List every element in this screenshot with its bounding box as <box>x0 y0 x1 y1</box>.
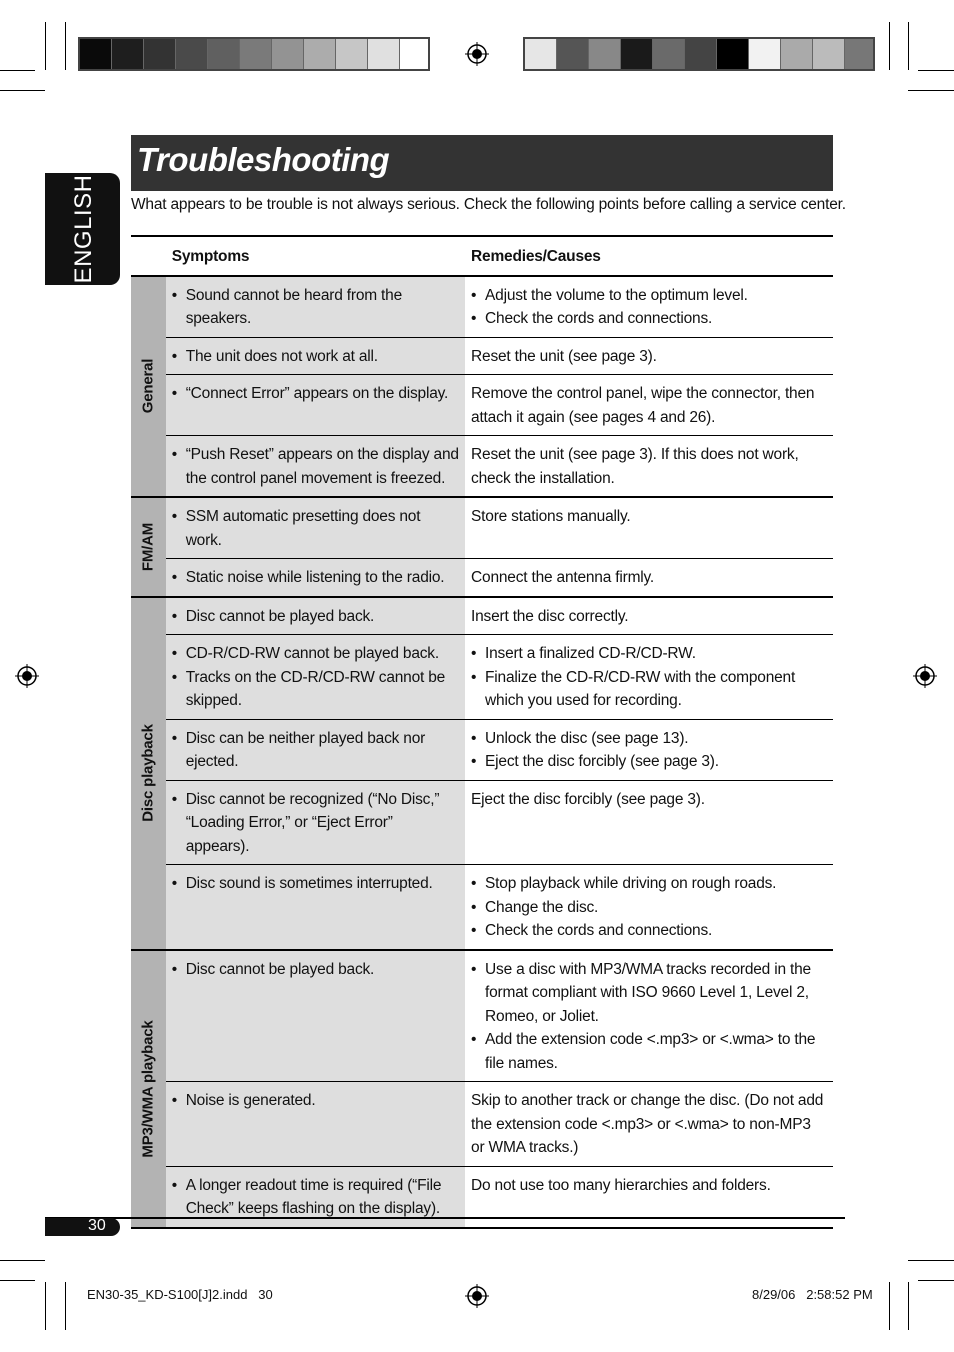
crop-mark <box>0 1280 35 1281</box>
remedy-item: • Add the extension code <.mp3> or <.wma> to the file names. <box>485 1028 827 1075</box>
remedy-text: Do not use too many hierarchies and folders. <box>471 1176 771 1194</box>
remedy-text: Skip to another track or change the disc. (Do not add the extension code <.mp3> or <.wma> to non-MP3 or WMA tracks.) <box>471 1092 824 1156</box>
registration-mark-icon <box>15 664 39 688</box>
category-label: Disc playback <box>139 724 157 822</box>
symptom-item: • Static noise while listening to the radio. <box>186 566 459 590</box>
remedy-item: • Insert a finalized CD-R/CD-RW. <box>485 642 827 666</box>
registration-mark-icon <box>465 42 489 66</box>
remedy-item: • Unlock the disc (see page 13). <box>485 727 827 751</box>
symptom-list <box>172 1089 459 1113</box>
crop-mark <box>45 1282 46 1330</box>
symptom-list <box>172 872 459 896</box>
crop-mark <box>908 22 909 70</box>
symptom-list <box>172 958 459 982</box>
crop-mark <box>0 90 45 91</box>
symptom-item: • Disc cannot be played back. <box>186 605 459 629</box>
remedy-list <box>471 872 827 943</box>
symptom-cell <box>166 276 465 338</box>
category-header-cell <box>131 236 166 276</box>
symptom-list <box>172 443 459 490</box>
remedy-text: Reset the unit (see page 3). <box>471 347 657 365</box>
intro-text: What appears to be trouble is not always serious. Check the following points before calling a service center. <box>131 196 846 213</box>
remedy-cell <box>465 436 833 498</box>
remedy-item: • Change the disc. <box>485 896 827 920</box>
language-label: ENGLISH <box>70 174 97 284</box>
symptom-cell <box>166 375 465 436</box>
remedy-list <box>471 727 827 774</box>
symptom-item: • Disc can be neither played back nor ejected. <box>186 727 459 774</box>
symptom-item: • A longer readout time is required (“File Check” keeps flashing on the display). <box>186 1174 459 1221</box>
remedy-item: • Adjust the volume to the optimum level. <box>485 284 827 308</box>
symptom-list <box>172 788 459 859</box>
category-cell <box>131 597 166 950</box>
color-bar-left <box>78 37 430 71</box>
symptom-item: • “Connect Error” appears on the display. <box>186 382 459 406</box>
table-row <box>131 559 833 597</box>
crop-mark <box>0 70 35 71</box>
page-number: 30 <box>88 1217 106 1234</box>
symptom-list <box>172 505 459 552</box>
page-title: Troubleshooting <box>137 141 390 178</box>
symptom-list <box>172 642 459 713</box>
category-label: MP3/WMA playback <box>139 1019 157 1158</box>
table-row <box>131 719 833 780</box>
remedy-item: • Use a disc with MP3/WMA tracks recorded in the format compliant with ISO 9660 Level 1, Level 2, Romeo, or Joliet. <box>485 958 827 1029</box>
color-bar-right <box>523 37 875 71</box>
remedy-list <box>471 284 827 331</box>
crop-mark <box>889 1282 890 1330</box>
remedy-cell <box>465 865 833 950</box>
remedy-cell <box>465 276 833 338</box>
symptom-list <box>172 345 459 369</box>
remedy-cell <box>465 337 833 375</box>
remedy-cell <box>465 719 833 780</box>
symptom-item: • CD-R/CD-RW cannot be played back. <box>186 642 459 666</box>
symptom-cell <box>166 559 465 597</box>
category-label: FM/AM <box>139 522 157 571</box>
title-bar <box>131 135 833 191</box>
remedy-cell <box>465 950 833 1082</box>
category-cell <box>131 950 166 1228</box>
remedy-text: Eject the disc forcibly (see page 3). <box>471 790 705 808</box>
symptom-cell <box>166 497 465 559</box>
symptom-list <box>172 605 459 629</box>
crop-mark <box>918 70 954 71</box>
page-number-tab <box>45 1218 120 1236</box>
symptom-cell <box>166 719 465 780</box>
symptom-cell <box>166 597 465 635</box>
table-row <box>131 497 833 559</box>
troubleshooting-table <box>131 235 833 1229</box>
crop-mark <box>889 22 890 70</box>
remedy-cell <box>465 1082 833 1167</box>
symptom-cell <box>166 865 465 950</box>
remedy-item: • Eject the disc forcibly (see page 3). <box>485 750 827 774</box>
remedy-cell <box>465 559 833 597</box>
symptom-item: • Sound cannot be heard from the speakers. <box>186 284 459 331</box>
crop-mark <box>65 1282 66 1330</box>
remedy-cell <box>465 597 833 635</box>
slug-date: 8/29/06 2:58:52 PM <box>752 1287 873 1302</box>
remedy-text: Insert the disc correctly. <box>471 607 629 625</box>
crop-mark <box>0 1260 45 1261</box>
symptom-list <box>172 382 459 406</box>
crop-mark <box>65 22 66 70</box>
remedy-text: Store stations manually. <box>471 508 631 525</box>
remedy-cell <box>465 375 833 436</box>
table-row <box>131 780 833 865</box>
symptom-cell <box>166 337 465 375</box>
symptoms-header: Symptoms <box>166 236 465 276</box>
table-row <box>131 375 833 436</box>
symptom-item: • SSM automatic presetting does not work. <box>186 505 459 552</box>
remedy-cell <box>465 497 833 559</box>
table-row <box>131 950 833 1082</box>
symptom-list <box>172 566 459 590</box>
symptom-cell <box>166 1082 465 1167</box>
symptom-item: • Disc sound is sometimes interrupted. <box>186 872 459 896</box>
symptom-item: • Noise is generated. <box>186 1089 459 1113</box>
slug-file: EN30-35_KD-S100[J]2.indd 30 <box>87 1287 273 1302</box>
category-cell <box>131 276 166 498</box>
symptom-item: • Disc cannot be played back. <box>186 958 459 982</box>
crop-mark <box>45 22 46 70</box>
symptom-cell <box>166 780 465 865</box>
remedy-cell <box>465 635 833 720</box>
table-row <box>131 436 833 498</box>
remedy-item: • Finalize the CD-R/CD-RW with the component which you used for recording. <box>485 666 827 713</box>
registration-mark-icon <box>913 664 937 688</box>
remedy-item: • Stop playback while driving on rough roads. <box>485 872 827 896</box>
remedy-cell <box>465 780 833 865</box>
remedy-item: • Check the cords and connections. <box>485 919 827 943</box>
symptom-item: • Tracks on the CD-R/CD-RW cannot be skipped. <box>186 666 459 713</box>
symptom-cell <box>166 436 465 498</box>
table-row <box>131 597 833 635</box>
category-label: General <box>139 359 157 414</box>
crop-mark <box>908 90 954 91</box>
remedy-text: Connect the antenna firmly. <box>471 569 655 586</box>
table-row <box>131 865 833 950</box>
footer-rule <box>45 1217 845 1219</box>
symptom-cell <box>166 635 465 720</box>
remedy-list <box>471 642 827 713</box>
crop-mark <box>908 1282 909 1330</box>
crop-mark <box>908 1260 954 1261</box>
category-cell <box>131 497 166 597</box>
symptom-item: • “Push Reset” appears on the display and the control panel movement is freezed. <box>186 443 459 490</box>
table-row <box>131 635 833 720</box>
symptom-list <box>172 1174 459 1221</box>
table-row <box>131 276 833 338</box>
symptom-cell <box>166 950 465 1082</box>
symptom-list <box>172 727 459 774</box>
remedy-item: • Check the cords and connections. <box>485 307 827 331</box>
remedy-list <box>471 958 827 1076</box>
remedies-header: Remedies/Causes <box>465 236 833 276</box>
symptom-list <box>172 284 459 331</box>
crop-mark <box>918 1280 954 1281</box>
remedy-text: Reset the unit (see page 3). If this does not work, check the installation. <box>471 446 799 487</box>
table-row <box>131 1082 833 1167</box>
table-row <box>131 337 833 375</box>
language-tab <box>45 173 120 285</box>
registration-mark-icon <box>465 1284 489 1308</box>
remedy-text: Remove the control panel, wipe the connector, then attach it again (see pages 4 and 26). <box>471 385 815 426</box>
symptom-item: • Disc cannot be recognized (“No Disc,” “Loading Error,” or “Eject Error” appears). <box>186 788 459 859</box>
symptom-item: • The unit does not work at all. <box>186 345 459 369</box>
